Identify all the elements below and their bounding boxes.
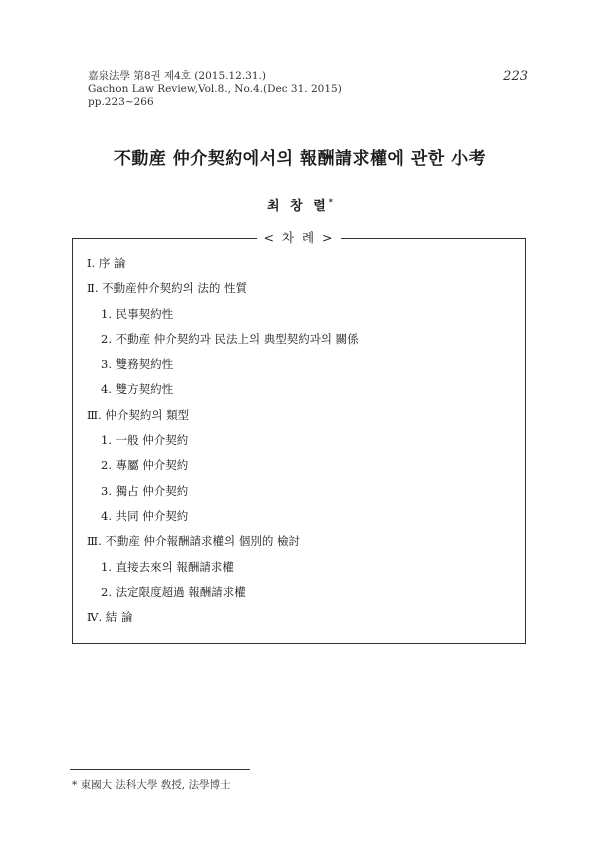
paper-title: 不動産 仲介契約에서의 報酬請求權에 관한 小考 xyxy=(113,149,487,169)
toc-section: Ⅰ. 序 論 xyxy=(87,256,126,270)
footnote-divider xyxy=(70,769,250,770)
page-number: 223 xyxy=(503,69,528,84)
toc-heading: < 차 례 > xyxy=(257,230,340,245)
footnote-author-affiliation: * 東國大 法科大學 敎授, 法學博士 xyxy=(72,779,231,791)
toc-subsection: 3. 獨占 仲介契約 xyxy=(101,483,189,498)
toc-subsection: 2. 不動産 仲介契約과 民法上의 典型契約과의 關係 xyxy=(101,331,359,346)
journal-citation-english: Gachon Law Review,Vol.8., No.4.(Dec 31. 2015) xyxy=(88,83,342,95)
toc-subsection: 1. 一般 仲介契約 xyxy=(101,433,189,448)
journal-citation-korean: 嘉泉法學 第8권 제4호 (2015.12.31.) xyxy=(88,70,266,82)
toc-section: Ⅲ. 仲介契約의 類型 xyxy=(87,407,190,422)
author xyxy=(0,195,600,214)
toc-section: Ⅳ. 結 論 xyxy=(87,610,133,625)
table-of-contents xyxy=(72,230,526,644)
author-footnote-mark: * xyxy=(328,196,333,207)
toc-heading-wrap xyxy=(73,227,525,246)
toc-subsection: 2. 專屬 仲介契約 xyxy=(101,458,189,473)
toc-subsection: 2. 法定限度超過 報酬請求權 xyxy=(101,584,246,599)
author-name: 최 창 렬 xyxy=(267,199,329,214)
toc-list xyxy=(87,251,359,630)
toc-section: Ⅱ. 不動産仲介契約의 法的 性質 xyxy=(87,281,248,296)
toc-subsection: 1. 直接去來의 報酬請求權 xyxy=(101,559,234,574)
toc-subsection: 4. 雙方契約性 xyxy=(101,382,174,397)
journal-pages: pp.223~266 xyxy=(88,96,154,108)
journal-header xyxy=(88,70,342,109)
toc-subsection: 1. 民事契約性 xyxy=(101,306,174,321)
toc-subsection: 4. 共同 仲介契約 xyxy=(101,508,189,523)
toc-section: Ⅲ. 不動産 仲介報酬請求權의 個別的 檢討 xyxy=(87,534,300,549)
toc-subsection: 3. 雙務契約性 xyxy=(101,357,174,372)
